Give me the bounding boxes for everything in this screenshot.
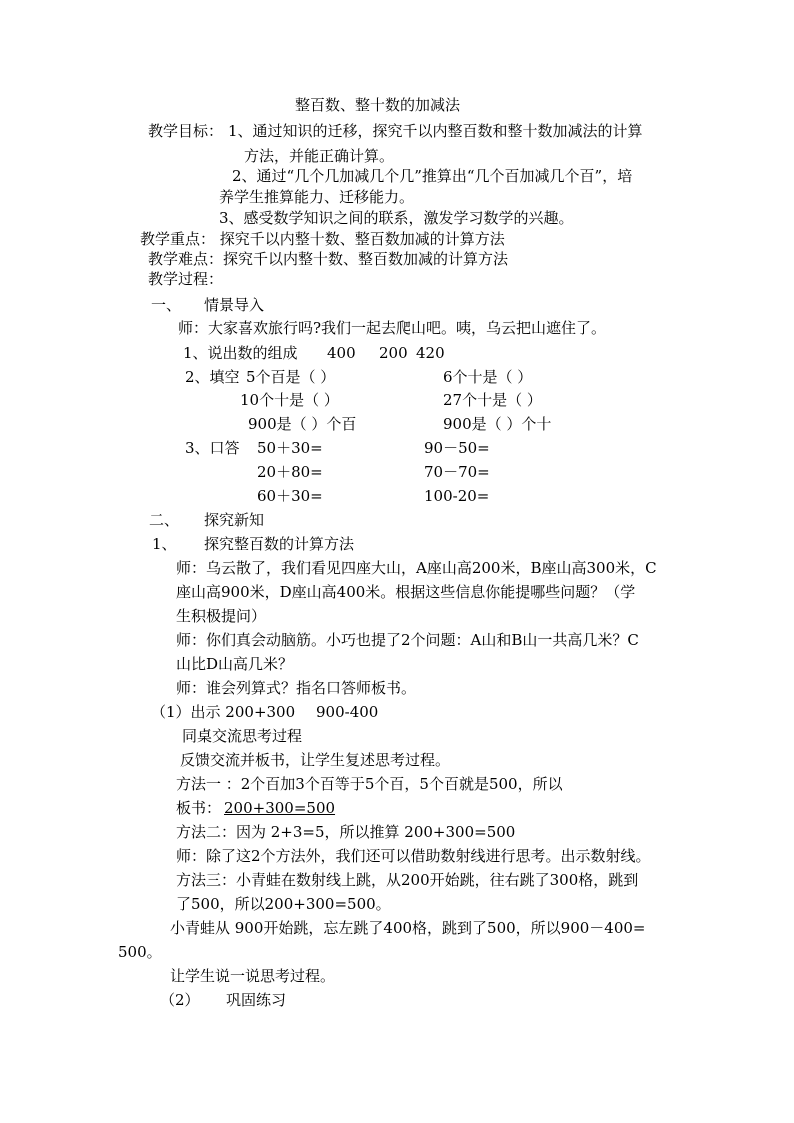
fill-blank-item: 5个百是（ ） — [246, 368, 336, 386]
show-expression-2: 900-400 — [316, 703, 379, 721]
oral-question: 90－50= — [424, 439, 490, 457]
page-title: 整百数、整十数的加减法 — [295, 96, 461, 114]
fill-blank-item: 27个十是（ ） — [443, 391, 542, 409]
body-paragraph-line: 师：你们真会动脑筋。小巧也提了2个问题：A山和B山一共高几米？C — [176, 631, 639, 649]
body-paragraph-line: 师：谁会列算式？指名口答师板书。 — [176, 679, 417, 697]
exercise-1-number: 400 — [327, 344, 356, 362]
section-2-title: 探究新知 — [204, 511, 265, 529]
fill-blank-item: 900是（ ）个十 — [443, 415, 552, 433]
fill-blank-item: 10个十是（ ） — [240, 391, 339, 409]
section-1-number: 一、 — [151, 296, 182, 314]
body-paragraph-line: 山比D山高几米？ — [176, 655, 294, 673]
show-expression-label: （1）出示 200+300 — [151, 703, 296, 721]
subsection-2-number: （2） — [160, 991, 200, 1009]
key-point: 教学重点： 探究千以内整十数、整百数加减的计算方法 — [140, 230, 505, 248]
method-2-line: 方法二：因为 2+3=5，所以推算 200+300=500 — [176, 823, 516, 841]
oral-question: 60＋30= — [257, 487, 323, 505]
body-paragraph-line: 同桌交流思考过程 — [182, 727, 303, 745]
oral-question: 50＋30= — [257, 439, 323, 457]
body-paragraph-line: 师：除了这2个方法外，我们还可以借助数射线进行思考。出示数射线。 — [176, 847, 651, 865]
body-paragraph-line: 小青蛙从 900开始跳，忘左跳了400格，跳到了500，所以900－400= — [170, 919, 646, 937]
goal-2-line-1: 2、通过“几个几加减几个几”推算出“几个百加减几个百”，培 — [232, 167, 633, 185]
section-1-title: 情景导入 — [204, 296, 265, 314]
exercise-1-number: 420 — [416, 344, 445, 362]
method-1-line: 方法一 ：2个百加3个百等于5个百，5个百就是500，所以 — [176, 775, 563, 793]
subsection-1-title: 探究整百数的计算方法 — [204, 535, 355, 553]
oral-question: 70－70= — [424, 463, 490, 481]
body-paragraph-line: 座山高900米，D座山高400米。根据这些信息你能提哪些问题？（学 — [176, 583, 636, 601]
body-paragraph-line: 生积极提问） — [176, 607, 267, 625]
exercise-1-number: 200 — [379, 344, 408, 362]
subsection-1-number: 1、 — [152, 535, 177, 553]
body-paragraph-line: 让学生说一说思考过程。 — [170, 967, 336, 985]
subsection-2-title: 巩固练习 — [226, 991, 287, 1009]
difficult-point: 教学难点：探究千以内整十数、整百数加减的计算方法 — [148, 250, 509, 268]
intro-teacher-line: 师：大家喜欢旅行吗?我们一起去爬山吧。咦，乌云把山遮住了。 — [178, 319, 607, 337]
body-paragraph-line: 500。 — [118, 943, 162, 961]
goal-2-line-2: 养学生推算能力、迁移能力。 — [219, 188, 415, 206]
goals-label: 教学目标： — [148, 122, 224, 140]
method-3-line-1: 方法三：小青蛙在数射线上跳，从200开始跳，往右跳了300格，跳到 — [176, 871, 639, 889]
fill-blank-item: 900是（ ）个百 — [248, 415, 357, 433]
exercise-3-label: 3、口答 — [185, 439, 240, 457]
exercise-1-label: 1、说出数的组成 — [183, 344, 298, 362]
process-label: 教学过程： — [148, 270, 224, 288]
board-equation: 200+300=500 — [224, 799, 336, 817]
oral-question: 20＋80= — [257, 463, 323, 481]
body-paragraph-line: 反馈交流并板书，让学生复述思考过程。 — [180, 751, 451, 769]
oral-question: 100-20= — [424, 487, 490, 505]
goal-1-line-1: 1、通过知识的迁移，探究千以内整百数和整十数加减法的计算 — [228, 122, 643, 140]
goal-3: 3、感受数学知识之间的联系，激发学习数学的兴趣。 — [219, 209, 574, 227]
board-label: 板书： — [176, 799, 222, 817]
section-2-number: 二、 — [149, 511, 180, 529]
method-3-line-2: 了500，所以200+300=500。 — [176, 895, 391, 913]
exercise-2-label: 2、填空 — [185, 368, 240, 386]
body-paragraph-line: 师：乌云散了，我们看见四座大山，A座山高200米，B座山高300米，C — [176, 559, 657, 577]
goal-1-line-2: 方法，并能正确计算。 — [244, 147, 395, 165]
fill-blank-item: 6个十是（ ） — [443, 368, 533, 386]
